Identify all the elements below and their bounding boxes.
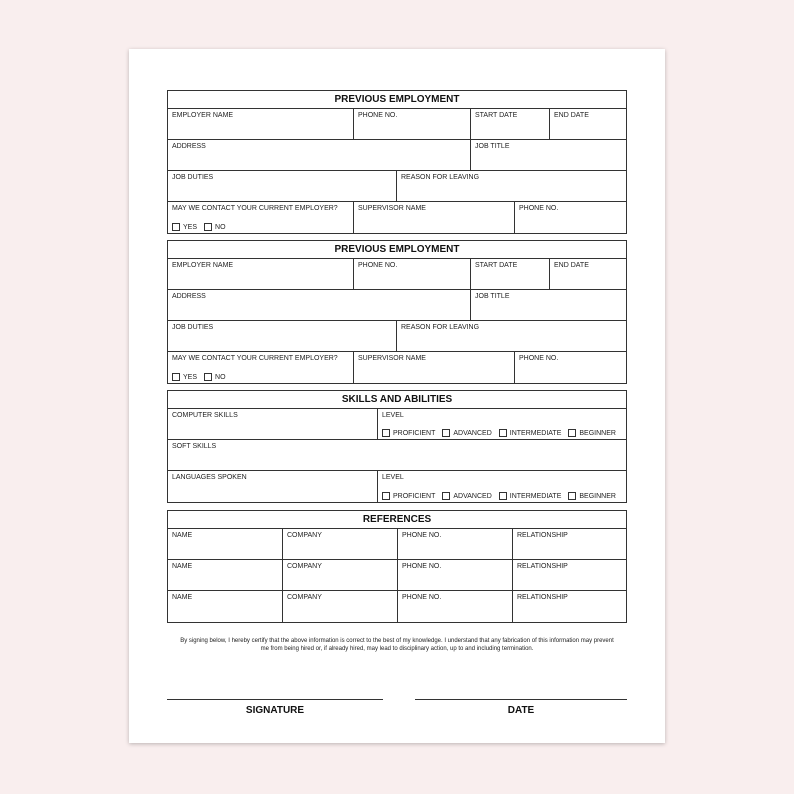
checkbox[interactable] <box>499 429 507 437</box>
computer-skill-level <box>378 409 626 439</box>
supervisor-field[interactable] <box>354 352 515 383</box>
field-label: NAME <box>172 563 193 570</box>
reference-row <box>168 591 626 622</box>
field-label: START DATE <box>475 112 518 119</box>
field-label: START DATE <box>475 262 518 269</box>
reference-name-field[interactable] <box>168 529 283 559</box>
field-label: SUPERVISOR NAME <box>358 355 426 362</box>
supervisor-field[interactable] <box>354 202 515 233</box>
option-label: ADVANCED <box>453 429 492 437</box>
reference-phone-field[interactable] <box>398 560 513 590</box>
field-label: NAME <box>172 532 193 539</box>
field-label: NAME <box>172 594 193 601</box>
field-label: LANGUAGES SPOKEN <box>172 474 247 481</box>
reference-phone-field[interactable] <box>398 591 513 622</box>
reference-name-field[interactable] <box>168 591 283 622</box>
field-label: JOB DUTIES <box>172 324 214 331</box>
job-duties-field[interactable] <box>168 321 397 351</box>
field-label: LEVEL <box>382 474 404 481</box>
reference-company-field[interactable] <box>283 560 398 590</box>
field-label: RELATIONSHIP <box>517 563 568 570</box>
job-title-field[interactable] <box>471 140 626 170</box>
checkbox[interactable] <box>442 429 450 437</box>
address-field[interactable] <box>168 290 471 320</box>
checkbox[interactable] <box>382 429 390 437</box>
option-label: YES <box>183 373 198 381</box>
field-label: PHONE NO. <box>358 112 398 119</box>
field-label: PHONE NO. <box>519 205 559 212</box>
supervisor-phone-field[interactable] <box>515 352 626 383</box>
languages-field[interactable] <box>168 471 378 502</box>
previous-employment-section-2 <box>167 240 627 384</box>
field-label: MAY WE CONTACT YOUR CURRENT EMPLOYER? <box>172 205 338 212</box>
may-contact-field <box>168 352 354 383</box>
field-label: SUPERVISOR NAME <box>358 205 426 212</box>
previous-employment-section-1 <box>167 90 627 234</box>
checkbox[interactable] <box>172 373 180 381</box>
reference-phone-field[interactable] <box>398 529 513 559</box>
checkbox[interactable] <box>568 429 576 437</box>
option-label: PROFICIENT <box>393 429 436 437</box>
field-label: JOB TITLE <box>475 293 510 300</box>
option-label: YES <box>183 223 198 231</box>
section-title: PREVIOUS EMPLOYMENT <box>168 241 626 259</box>
reference-company-field[interactable] <box>283 591 398 622</box>
reference-relationship-field[interactable] <box>513 529 626 559</box>
references-section <box>167 510 627 623</box>
reference-relationship-field[interactable] <box>513 591 626 622</box>
field-label: JOB DUTIES <box>172 174 214 181</box>
option-label: ADVANCED <box>453 492 492 500</box>
field-label: PHONE NO. <box>519 355 559 362</box>
start-date-field[interactable] <box>471 109 550 139</box>
checkbox[interactable] <box>568 492 576 500</box>
level-intermediate[interactable] <box>499 492 562 500</box>
computer-skills-field[interactable] <box>168 409 378 439</box>
date-label: DATE <box>507 705 535 716</box>
level-advanced[interactable] <box>442 429 491 437</box>
may-contact-field <box>168 202 354 233</box>
option-label: BEGINNER <box>579 429 616 437</box>
reference-relationship-field[interactable] <box>513 560 626 590</box>
field-label: RELATIONSHIP <box>517 594 568 601</box>
field-label: REASON FOR LEAVING <box>401 324 480 331</box>
address-field[interactable] <box>168 140 471 170</box>
field-label: COMPANY <box>287 594 322 601</box>
field-label: PHONE NO. <box>402 532 442 539</box>
end-date-field[interactable] <box>550 259 626 289</box>
level-beginner[interactable] <box>568 429 616 437</box>
field-label: END DATE <box>554 262 589 269</box>
employer-name-field[interactable] <box>168 259 354 289</box>
checkbox[interactable] <box>204 373 212 381</box>
reason-leaving-field[interactable] <box>397 321 626 351</box>
end-date-field[interactable] <box>550 109 626 139</box>
phone-field[interactable] <box>354 259 471 289</box>
option-label: BEGINNER <box>579 492 616 500</box>
field-label: RELATIONSHIP <box>517 532 568 539</box>
skills-section <box>167 390 627 503</box>
section-title: REFERENCES <box>168 511 626 529</box>
yes-option[interactable] <box>172 223 197 231</box>
job-title-field[interactable] <box>471 290 626 320</box>
field-label: PHONE NO. <box>402 594 442 601</box>
soft-skills-field[interactable] <box>168 440 626 470</box>
field-label: MAY WE CONTACT YOUR CURRENT EMPLOYER? <box>172 355 338 362</box>
certification-statement: By signing below, I hereby certify that the above information is correct to the best of my knowledge. I understand that any fabrication of this information may prevent me from being hired or, if already hired, may lead to disciplinary action, up to and including termination. <box>180 638 614 652</box>
field-label: EMPLOYER NAME <box>172 112 234 119</box>
start-date-field[interactable] <box>471 259 550 289</box>
signature-line[interactable] <box>167 699 383 700</box>
reference-row <box>168 560 626 591</box>
application-form-page <box>129 49 665 743</box>
field-label: LEVEL <box>382 412 404 419</box>
field-label: EMPLOYER NAME <box>172 262 234 269</box>
level-proficient[interactable] <box>382 429 435 437</box>
level-intermediate[interactable] <box>499 429 562 437</box>
checkbox[interactable] <box>442 492 450 500</box>
signature-label: SIGNATURE <box>245 705 305 716</box>
level-advanced[interactable] <box>442 492 491 500</box>
field-label: COMPUTER SKILLS <box>172 412 238 419</box>
option-label: PROFICIENT <box>393 492 436 500</box>
field-label: JOB TITLE <box>475 143 510 150</box>
option-label: NO <box>215 373 226 381</box>
field-label: ADDRESS <box>172 143 206 150</box>
checkbox[interactable] <box>172 223 180 231</box>
option-label: INTERMEDIATE <box>509 429 562 437</box>
section-title: PREVIOUS EMPLOYMENT <box>168 91 626 109</box>
level-beginner[interactable] <box>568 492 616 500</box>
yes-option[interactable] <box>172 373 197 381</box>
field-label: COMPANY <box>287 532 322 539</box>
field-label: REASON FOR LEAVING <box>401 174 480 181</box>
no-option[interactable] <box>204 373 226 381</box>
no-option[interactable] <box>204 223 226 231</box>
field-label: ADDRESS <box>172 293 206 300</box>
field-label: COMPANY <box>287 563 322 570</box>
checkbox[interactable] <box>382 492 390 500</box>
checkbox[interactable] <box>499 492 507 500</box>
employer-name-field[interactable] <box>168 109 354 139</box>
field-label: END DATE <box>554 112 589 119</box>
reason-leaving-field[interactable] <box>397 171 626 201</box>
date-line[interactable] <box>415 699 627 700</box>
level-proficient[interactable] <box>382 492 435 500</box>
reference-row <box>168 529 626 560</box>
reference-name-field[interactable] <box>168 560 283 590</box>
field-label: PHONE NO. <box>402 563 442 570</box>
field-label: PHONE NO. <box>358 262 398 269</box>
section-title: SKILLS AND ABILITIES <box>168 391 626 409</box>
option-label: NO <box>215 223 226 231</box>
reference-company-field[interactable] <box>283 529 398 559</box>
phone-field[interactable] <box>354 109 471 139</box>
job-duties-field[interactable] <box>168 171 397 201</box>
language-level <box>378 471 626 502</box>
field-label: SOFT SKILLS <box>172 443 217 450</box>
supervisor-phone-field[interactable] <box>515 202 626 233</box>
checkbox[interactable] <box>204 223 212 231</box>
option-label: INTERMEDIATE <box>509 492 562 500</box>
